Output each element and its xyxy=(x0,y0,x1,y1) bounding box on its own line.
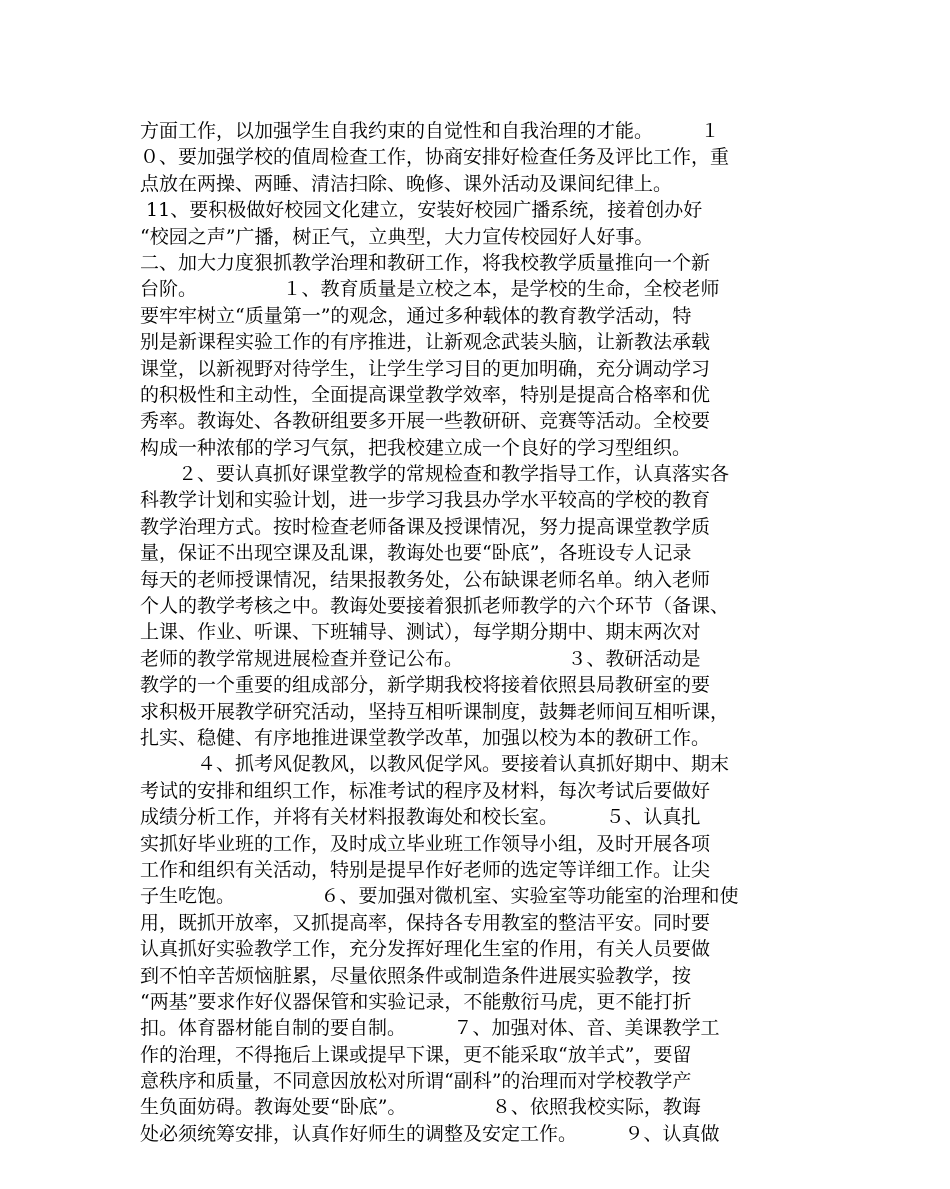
text-line: 量，保证不出现空课及乱课，教诲处也要“卧底”，各班设专人记录 xyxy=(140,542,692,565)
text-line: 课堂，以新视野对待学生，让学生学习目的更加明确，充分调动学习 xyxy=(140,357,711,380)
text-line: 科教学计划和实验计划，进一步学习我县办学水平较高的学校的教育 xyxy=(140,489,711,512)
text-line: 工作和组织有关活动，特别是提早作好老师的选定等详细工作。让尖 xyxy=(140,858,711,881)
document-body xyxy=(140,118,820,1147)
text-line: 要牢牢树立“质量第一”的观念，通过多种载体的教育教学活动，特 xyxy=(140,304,692,327)
text-line: 方面工作，以加强学生自我约束的自觉性和自我治理的才能。 １ xyxy=(140,120,720,142)
text-line: 到不怕辛苦烦恼脏累，尽量依照条件或制造条件进展实验教学，按 xyxy=(140,964,692,987)
text-line: 别是新课程实验工作的有序推进，让新观念武装头脑，让新教法承载 xyxy=(140,331,711,354)
text-line: 上课、作业、听课、下班辅导、测试），每学期分期中、期末两次对 xyxy=(140,621,701,644)
text-line: 老师的教学常规进展检查并登记公布。 ３、教研活动是 xyxy=(140,647,701,670)
text-line: 意秩序和质量，不同意因放松对所谓“副科”的治理而对学校教学产 xyxy=(140,1070,692,1093)
text-line: 台阶。 １、教育质量是立校之本，是学校的生命，全校老师 xyxy=(140,278,720,301)
text-line: “校园之声”广播，树正气，立典型，大力宣传校园好人好事。 xyxy=(140,225,654,248)
text-line: 子生吃饱。 ６、要加强对微机室、实验室等功能室的治理和使 xyxy=(140,885,739,908)
text-line: 扣。体育器材能自制的要自制。 ７、加强对体、音、美课教学工 xyxy=(140,1017,720,1040)
text-line: 处必须统筹安排，认真作好师生的调整及安定工作。 ９、认真做 xyxy=(140,1122,720,1145)
text-line: 求积极开展教学研究活动，坚持互相听课制度，鼓舞老师间互相听课， xyxy=(140,700,730,723)
text-line: 扎实、稳健、有序地推进课堂教学改革，加强以校为本的教研工作。 xyxy=(140,726,711,749)
text-line: 作的治理，不得拖后上课或提早下课，更不能采取“放羊式”，要留 xyxy=(140,1043,692,1066)
text-line: 实抓好毕业班的工作，及时成立毕业班工作领导小组，及时开展各项 xyxy=(140,832,711,855)
text-line: 成绩分析工作，并将有关材料报教诲处和校长室。 ５、认真扎 xyxy=(140,806,701,829)
text-line: 生负面妨碍。教诲处要“卧底”。 ８、依照我校实际，教诲 xyxy=(140,1096,701,1119)
text-line: 认真抓好实验教学工作，充分发挥好理化生室的作用，有关人员要做 xyxy=(140,938,711,961)
text-line: ２、要认真抓好课堂教学的常规检查和教学指导工作，认真落实各 xyxy=(140,463,730,486)
text-line: 每天的老师授课情况，结果报教务处，公布缺课老师名单。纳入老师 xyxy=(140,568,711,591)
text-line: 秀率。教诲处、各教研组要多开展一些教研研、竞赛等活动。全校要 xyxy=(140,410,711,433)
text-line: 考试的安排和组织工作，标准考试的程序及材料，每次考试后要做好 xyxy=(140,779,711,802)
text-line: 11、要积极做好校园文化建立，安装好校园广播系统，接着创办好 xyxy=(140,199,703,222)
text-line: “两基”要求作好仪器保管和实验记录，不能敷衍马虎，更不能打折 xyxy=(140,990,692,1013)
text-line: 个人的教学考核之中。教诲处要接着狠抓老师教学的六个环节（备课、 xyxy=(140,595,730,618)
text-line: 的积极性和主动性，全面提高课堂教学效率，特别是提高合格率和优 xyxy=(140,383,711,406)
text-line: ０、要加强学校的值周检查工作，协商安排好检查任务及评比工作，重 xyxy=(140,146,730,169)
text-line: 点放在两操、两睡、清洁扫除、晚修、课外活动及课间纪律上。 xyxy=(140,172,673,195)
text-line: 教学的一个重要的组成部分，新学期我校将接着依照县局教研室的要 xyxy=(140,674,711,697)
text-line: 用，既抓开放率，又抓提高率，保持各专用教室的整洁平安。同时要 xyxy=(140,911,711,934)
text-line: 二、加大力度狠抓教学治理和教研工作，将我校教学质量推向一个新 xyxy=(140,251,711,274)
text-line: ４、抓考风促教风，以教风促学风。要接着认真抓好期中、期末 xyxy=(140,753,730,776)
text-line: 教学治理方式。按时检查老师备课及授课情况，努力提高课堂教学质 xyxy=(140,515,711,538)
text-line: 构成一种浓郁的学习气氛，把我校建立成一个良好的学习型组织。 xyxy=(140,436,692,459)
